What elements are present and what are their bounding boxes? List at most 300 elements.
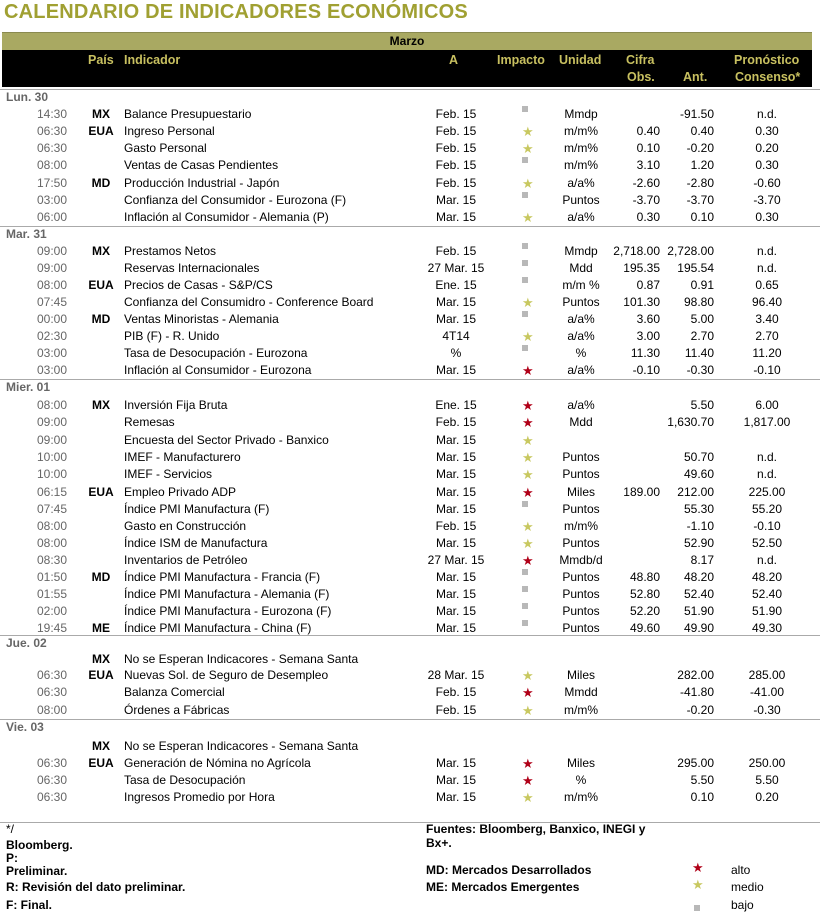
table-row <box>0 603 820 620</box>
cell-time: 06:30 <box>36 141 67 155</box>
cell-ant: -0.20 <box>686 141 714 155</box>
cell-pronostico: 48.20 <box>751 570 783 584</box>
cell-unit: a/a% <box>567 329 595 343</box>
impact-medium-star-icon: ★ <box>522 295 534 310</box>
cell-time: 02:30 <box>36 329 67 343</box>
col-period: A <box>449 53 459 67</box>
cell-cifra-obs: -3.70 <box>632 193 660 207</box>
cell-time: 10:00 <box>36 467 67 481</box>
month-bar: Marzo <box>2 32 812 50</box>
cell-unit: Mdd <box>569 415 593 429</box>
cell-indicator: Inflación al Consumidor - Alemania (P) <box>124 210 329 224</box>
cell-time: 06:30 <box>36 756 67 770</box>
cell-country: MD <box>91 312 111 326</box>
cell-time: 08:00 <box>36 158 67 172</box>
cell-cifra-obs: 48.80 <box>629 570 660 584</box>
day-divider <box>0 379 820 380</box>
cell-ant: 51.90 <box>683 604 714 618</box>
day-divider <box>0 226 820 227</box>
cell-period: Feb. 15 <box>435 415 477 429</box>
cell-time: 00:00 <box>36 312 67 326</box>
cell-period: Mar. 15 <box>435 604 477 618</box>
cell-indicator: IMEF - Manufacturero <box>124 450 241 464</box>
cell-period: Feb. 15 <box>435 124 477 138</box>
table-row <box>0 345 820 362</box>
cell-time: 08:00 <box>36 536 67 550</box>
cell-cifra-obs: 52.80 <box>629 587 660 601</box>
cell-indicator: Inventarios de Petróleo <box>124 553 248 567</box>
cell-pronostico: -41.00 <box>749 685 785 699</box>
day-label: Lun. 30 <box>6 90 49 104</box>
table-row <box>0 123 820 140</box>
cell-indicator: Reservas Internacionales <box>124 261 260 275</box>
cell-ant: -3.70 <box>686 193 714 207</box>
impact-medium-star-icon: ★ <box>522 450 534 465</box>
impact-high-star-icon: ★ <box>522 685 534 700</box>
md-note: MD: Mercados Desarrollados <box>426 863 592 877</box>
impact-medium-star-icon: ★ <box>522 467 534 482</box>
cell-period: Mar. 15 <box>435 210 477 224</box>
cell-country: ME <box>92 621 110 635</box>
cell-unit: % <box>575 773 587 787</box>
table-row <box>0 569 820 586</box>
cell-ant: 52.40 <box>683 587 714 601</box>
cell-cifra-obs: 3.60 <box>636 312 660 326</box>
cell-country: MD <box>91 176 111 190</box>
cell-indicator: Confianza del Consumidor - Eurozona (F) <box>124 193 347 207</box>
cell-time: 06:00 <box>36 210 67 224</box>
cell-time: 09:00 <box>36 433 67 447</box>
cell-indicator: Gasto en Construcción <box>124 519 247 533</box>
footnote-preliminar: Preliminar. <box>6 864 68 878</box>
cell-ant: 1,630.70 <box>667 415 714 429</box>
cell-period: Feb. 15 <box>435 107 477 121</box>
cell-time: 10:00 <box>36 450 67 464</box>
cell-indicator: Generación de Nómina no Agrícola <box>124 756 311 770</box>
cell-pronostico: 0.20 <box>755 790 779 804</box>
cell-period: Mar. 15 <box>435 773 477 787</box>
cell-period: Mar. 15 <box>435 485 477 499</box>
cell-indicator: Ingreso Personal <box>124 124 215 138</box>
cell-time: 08:30 <box>36 553 67 567</box>
cell-ant: 8.17 <box>690 553 714 567</box>
cell-ant: 0.10 <box>690 210 714 224</box>
table-row <box>0 294 820 311</box>
legend-low-square-icon <box>694 899 700 914</box>
cell-ant: 98.80 <box>683 295 714 309</box>
cell-pronostico: 6.00 <box>755 398 779 412</box>
cell-indicator: Balance Presupuestario <box>124 107 252 121</box>
table-row <box>0 518 820 535</box>
cell-indicator: Gasto Personal <box>124 141 207 155</box>
cell-unit: Puntos <box>562 467 600 481</box>
table-row <box>0 738 820 755</box>
col-unit: Unidad <box>559 53 602 67</box>
cell-period: Mar. 15 <box>435 587 477 601</box>
cell-time: 08:00 <box>36 519 67 533</box>
cell-period: Mar. 15 <box>435 621 477 635</box>
col-indicator: Indicador <box>124 53 181 67</box>
table-row <box>0 192 820 209</box>
cell-cifra-obs: 11.30 <box>630 346 660 360</box>
cell-period: Feb. 15 <box>435 158 477 172</box>
cell-ant: 0.91 <box>690 278 714 292</box>
cell-unit: a/a% <box>567 398 595 412</box>
table-row <box>0 449 820 466</box>
cell-indicator: Ingresos Promedio por Hora <box>124 790 275 804</box>
day-label: Mier. 01 <box>6 380 51 394</box>
cell-period: Feb. 15 <box>435 703 477 717</box>
cell-unit: Puntos <box>562 450 600 464</box>
cell-pronostico: -0.60 <box>753 176 781 190</box>
footnote-p: P: <box>6 851 18 865</box>
table-row <box>0 106 820 123</box>
cell-pronostico: n.d. <box>756 553 777 567</box>
table-row <box>0 243 820 260</box>
impact-medium-star-icon: ★ <box>522 519 534 534</box>
cell-unit: Puntos <box>562 570 600 584</box>
page-title: CALENDARIO DE INDICADORES ECONÓMICOS <box>4 1 468 23</box>
cell-period: Mar. 15 <box>435 756 477 770</box>
cell-ant: -1.10 <box>686 519 714 533</box>
cell-time: 08:00 <box>36 703 67 717</box>
cell-ant: 55.30 <box>683 502 714 516</box>
impact-low-square-icon <box>522 106 528 112</box>
cell-indicator: No se Esperan Indicacores - Semana Santa <box>124 652 359 666</box>
cell-time: 01:55 <box>36 587 67 601</box>
cell-period: Feb. 15 <box>435 519 477 533</box>
cell-period: 4T14 <box>442 329 470 343</box>
cell-country: EUA <box>88 124 114 138</box>
cell-unit: m/m% <box>564 141 598 155</box>
cell-ant: -41.80 <box>679 685 714 699</box>
cell-country: EUA <box>88 278 114 292</box>
cell-pronostico: 52.50 <box>751 536 783 550</box>
legend-medium-label: medio <box>731 880 764 894</box>
cell-unit: Puntos <box>562 621 600 635</box>
cell-time: 14:30 <box>36 107 67 121</box>
sources-line1: Fuentes: Bloomberg, Banxico, INEGI y <box>426 822 646 836</box>
impact-low-square-icon <box>522 501 528 507</box>
cell-indicator: Ventas Minoristas - Alemania <box>124 312 279 326</box>
cell-indicator: No se Esperan Indicacores - Semana Santa <box>124 739 359 753</box>
cell-time: 03:00 <box>36 193 67 207</box>
cell-period: 27 Mar. 15 <box>427 553 485 567</box>
cell-indicator: Confianza del Consumidro - Conference Board <box>124 295 374 309</box>
cell-indicator: Índice PMI Manufactura (F) <box>124 502 270 516</box>
table-row <box>0 789 820 806</box>
cell-ant: 50.70 <box>683 450 714 464</box>
table-row <box>0 432 820 449</box>
cell-time: 06:30 <box>36 790 67 804</box>
cell-pronostico: 96.40 <box>751 295 783 309</box>
cell-unit: Puntos <box>562 604 600 618</box>
cell-indicator: PIB (F) - R. Unido <box>124 329 220 343</box>
cell-period: Mar. 15 <box>435 536 477 550</box>
cell-indicator: Ventas de Casas Pendientes <box>124 158 279 172</box>
cell-pronostico: 52.40 <box>751 587 783 601</box>
impact-low-square-icon <box>522 311 528 317</box>
cell-period: Mar. 15 <box>435 570 477 584</box>
impact-high-star-icon: ★ <box>522 485 534 500</box>
cell-ant: 1.20 <box>690 158 714 172</box>
day-divider <box>0 89 820 90</box>
impact-medium-star-icon: ★ <box>522 329 534 344</box>
table-row <box>0 397 820 414</box>
cell-unit: Mmdb/d <box>559 553 603 567</box>
cell-indicator: Inversión Fija Bruta <box>124 398 228 412</box>
cell-cifra-obs: 0.10 <box>636 141 660 155</box>
cell-cifra-obs: 101.30 <box>623 295 660 309</box>
impact-low-square-icon <box>522 603 528 609</box>
cell-cifra-obs: 3.10 <box>636 158 660 172</box>
cell-pronostico: 0.65 <box>755 278 779 292</box>
cell-period: Mar. 15 <box>435 790 477 804</box>
table-row <box>0 260 820 277</box>
cell-pronostico: 55.20 <box>751 502 783 516</box>
cell-ant: 52.90 <box>683 536 714 550</box>
col-pron-consenso: Consenso* <box>735 70 801 84</box>
cell-cifra-obs: 49.60 <box>629 621 660 635</box>
table-row <box>0 414 820 431</box>
day-label: Vie. 03 <box>6 720 44 734</box>
table-row <box>0 311 820 328</box>
cell-pronostico: 225.00 <box>748 485 786 499</box>
cell-ant: 2,728.00 <box>667 244 714 258</box>
cell-cifra-obs: 0.30 <box>636 210 660 224</box>
cell-unit: m/m% <box>564 519 598 533</box>
cell-unit: Miles <box>566 485 595 499</box>
cell-period: Feb. 15 <box>435 141 477 155</box>
impact-medium-star-icon: ★ <box>522 536 534 551</box>
cell-unit: Miles <box>566 668 595 682</box>
cell-country: EUA <box>88 756 114 770</box>
cell-pronostico: 285.00 <box>748 668 786 682</box>
cell-time: 06:30 <box>36 124 67 138</box>
cell-unit: m/m% <box>564 703 598 717</box>
cell-pronostico: 250.00 <box>748 756 786 770</box>
legend-high-star-icon: ★ <box>692 860 704 875</box>
cell-ant: 212.00 <box>677 485 714 499</box>
cell-pronostico: 0.30 <box>755 124 779 138</box>
cell-pronostico: n.d. <box>756 107 777 121</box>
cell-unit: Puntos <box>562 587 600 601</box>
cell-country: EUA <box>88 668 114 682</box>
cell-period: Mar. 15 <box>435 193 477 207</box>
cell-country: EUA <box>88 485 114 499</box>
cell-ant: 195.54 <box>677 261 714 275</box>
impact-high-star-icon: ★ <box>522 398 534 413</box>
cell-cifra-obs: 52.20 <box>629 604 660 618</box>
cell-pronostico: 0.30 <box>755 210 779 224</box>
cell-indicator: Nuevas Sol. de Seguro de Desempleo <box>124 668 329 682</box>
cell-unit: Puntos <box>562 502 600 516</box>
cell-indicator: Tasa de Desocupación - Eurozona <box>124 346 308 360</box>
cell-time: 06:30 <box>36 685 67 699</box>
sources-line2: Bx+. <box>426 836 452 850</box>
cell-indicator: Precios de Casas - S&P/CS <box>124 278 273 292</box>
cell-cifra-obs: -2.60 <box>632 176 660 190</box>
cell-pronostico: -3.70 <box>753 193 781 207</box>
cell-period: Feb. 15 <box>435 685 477 699</box>
cell-time: 03:00 <box>36 346 67 360</box>
cell-pronostico: n.d. <box>756 467 777 481</box>
cell-unit: m/m% <box>564 790 598 804</box>
cell-ant: 282.00 <box>677 668 714 682</box>
cell-cifra-obs: -0.10 <box>632 363 660 377</box>
cell-unit: % <box>575 346 587 360</box>
day-label: Mar. 31 <box>6 227 47 241</box>
cell-pronostico: 0.30 <box>755 158 779 172</box>
cell-country: MX <box>92 652 110 666</box>
footer-divider <box>0 822 820 823</box>
impact-low-square-icon <box>522 192 528 198</box>
col-ant: Ant. <box>683 70 708 84</box>
cell-indicator: Inflación al Consumidor - Eurozona <box>124 363 312 377</box>
cell-time: 06:15 <box>36 485 67 499</box>
cell-ant: 48.20 <box>683 570 714 584</box>
cell-unit: m/m% <box>564 158 598 172</box>
impact-medium-star-icon: ★ <box>522 790 534 805</box>
impact-high-star-icon: ★ <box>522 363 534 378</box>
table-row <box>0 466 820 483</box>
cell-pronostico: 0.20 <box>755 141 779 155</box>
impact-low-square-icon <box>522 243 528 249</box>
impact-medium-star-icon: ★ <box>522 141 534 156</box>
footnote-final: F: Final. <box>6 898 52 912</box>
table-row <box>0 667 820 684</box>
cell-pronostico: 51.90 <box>751 604 783 618</box>
cell-period: Mar. 15 <box>435 502 477 516</box>
cell-cifra-obs: 2,718.00 <box>613 244 660 258</box>
impact-medium-star-icon: ★ <box>522 210 534 225</box>
cell-unit: Mmdd <box>564 685 598 699</box>
cell-indicator: Índice PMI Manufactura - Eurozona (F) <box>124 604 332 618</box>
impact-medium-star-icon: ★ <box>522 433 534 448</box>
cell-ant: 49.60 <box>683 467 714 481</box>
cell-period: Mar. 15 <box>435 295 477 309</box>
cell-period: Feb. 15 <box>435 244 477 258</box>
cell-period: Mar. 15 <box>435 312 477 326</box>
legend-medium-star-icon: ★ <box>692 877 704 892</box>
impact-low-square-icon <box>522 569 528 575</box>
cell-cifra-obs: 0.87 <box>636 278 660 292</box>
cell-indicator: Prestamos Netos <box>124 244 217 258</box>
cell-indicator: Encuesta del Sector Privado - Banxico <box>124 433 329 447</box>
cell-indicator: Índice PMI Manufactura - Francia (F) <box>124 570 321 584</box>
cell-ant: -0.30 <box>686 363 714 377</box>
cell-unit: m/m% <box>564 124 598 138</box>
cell-pronostico: n.d. <box>756 450 777 464</box>
table-row <box>0 328 820 345</box>
day-divider <box>0 719 820 720</box>
cell-time: 09:00 <box>36 415 67 429</box>
cell-ant: 11.40 <box>684 346 714 360</box>
impact-low-square-icon <box>522 345 528 351</box>
cell-cifra-obs: 195.35 <box>623 261 660 275</box>
cell-unit: Puntos <box>562 536 600 550</box>
table-row <box>0 755 820 772</box>
cell-pronostico: 11.20 <box>752 346 782 360</box>
table-row <box>0 702 820 719</box>
cell-unit: Mmdp <box>564 107 598 121</box>
cell-time: 02:00 <box>36 604 67 618</box>
cell-indicator: Empleo Privado ADP <box>124 485 237 499</box>
cell-indicator: Órdenes a Fábricas <box>124 703 230 717</box>
impact-low-square-icon <box>522 157 528 163</box>
cell-period: Mar. 15 <box>435 450 477 464</box>
legend-high-label: alto <box>731 863 751 877</box>
cell-country: MX <box>92 244 110 258</box>
table-row <box>0 501 820 518</box>
cell-time: 19:45 <box>36 621 67 635</box>
col-country: País <box>88 53 114 67</box>
col-cifra-obs: Obs. <box>627 70 655 84</box>
cell-country: MX <box>92 107 110 121</box>
impact-high-star-icon: ★ <box>522 773 534 788</box>
cell-time: 09:00 <box>36 261 67 275</box>
cell-ant: 2.70 <box>690 329 714 343</box>
cell-time: 07:45 <box>36 502 67 516</box>
cell-country: MD <box>91 570 111 584</box>
table-row <box>0 684 820 701</box>
table-row <box>0 552 820 569</box>
cell-time: 08:00 <box>36 398 67 412</box>
cell-period: % <box>450 346 462 360</box>
cell-ant: 49.90 <box>683 621 714 635</box>
cell-period: Mar. 15 <box>435 467 477 481</box>
table-row <box>0 209 820 226</box>
cell-time: 08:00 <box>36 278 67 292</box>
cell-ant: -2.80 <box>686 176 714 190</box>
cell-pronostico: 3.40 <box>755 312 779 326</box>
impact-low-square-icon <box>522 586 528 592</box>
cell-ant: 5.00 <box>690 312 714 326</box>
impact-medium-star-icon: ★ <box>522 124 534 139</box>
cell-indicator: Tasa de Desocupación <box>124 773 246 787</box>
cell-cifra-obs: 0.40 <box>636 124 660 138</box>
impact-high-star-icon: ★ <box>522 553 534 568</box>
col-impact: Impacto <box>497 53 545 67</box>
table-row <box>0 586 820 603</box>
cell-period: Ene. 15 <box>435 278 477 292</box>
cell-indicator: IMEF - Servicios <box>124 467 213 481</box>
impact-low-square-icon <box>522 620 528 626</box>
cell-indicator: Índice ISM de Manufactura <box>124 536 268 550</box>
cell-time: 09:00 <box>36 244 67 258</box>
table-row <box>0 157 820 174</box>
cell-period: Mar. 15 <box>435 363 477 377</box>
impact-low-square-icon <box>522 260 528 266</box>
cell-unit: Puntos <box>562 193 600 207</box>
cell-country: MX <box>92 739 110 753</box>
cell-cifra-obs: 189.00 <box>623 485 660 499</box>
table-row <box>0 535 820 552</box>
cell-period: 27 Mar. 15 <box>427 261 485 275</box>
cell-cifra-obs: 3.00 <box>636 329 660 343</box>
table-row <box>0 140 820 157</box>
cell-ant: -0.20 <box>686 703 714 717</box>
cell-period: 28 Mar. 15 <box>427 668 485 682</box>
cell-pronostico: -0.10 <box>753 363 781 377</box>
cell-indicator: Balanza Comercial <box>124 685 225 699</box>
cell-pronostico: n.d. <box>756 244 777 258</box>
footnote-revision: R: Revisión del dato preliminar. <box>6 880 186 894</box>
cell-time: 06:30 <box>36 773 67 787</box>
impact-high-star-icon: ★ <box>522 415 534 430</box>
table-row <box>0 277 820 294</box>
cell-indicator: Índice PMI Manufactura - China (F) <box>124 621 312 635</box>
